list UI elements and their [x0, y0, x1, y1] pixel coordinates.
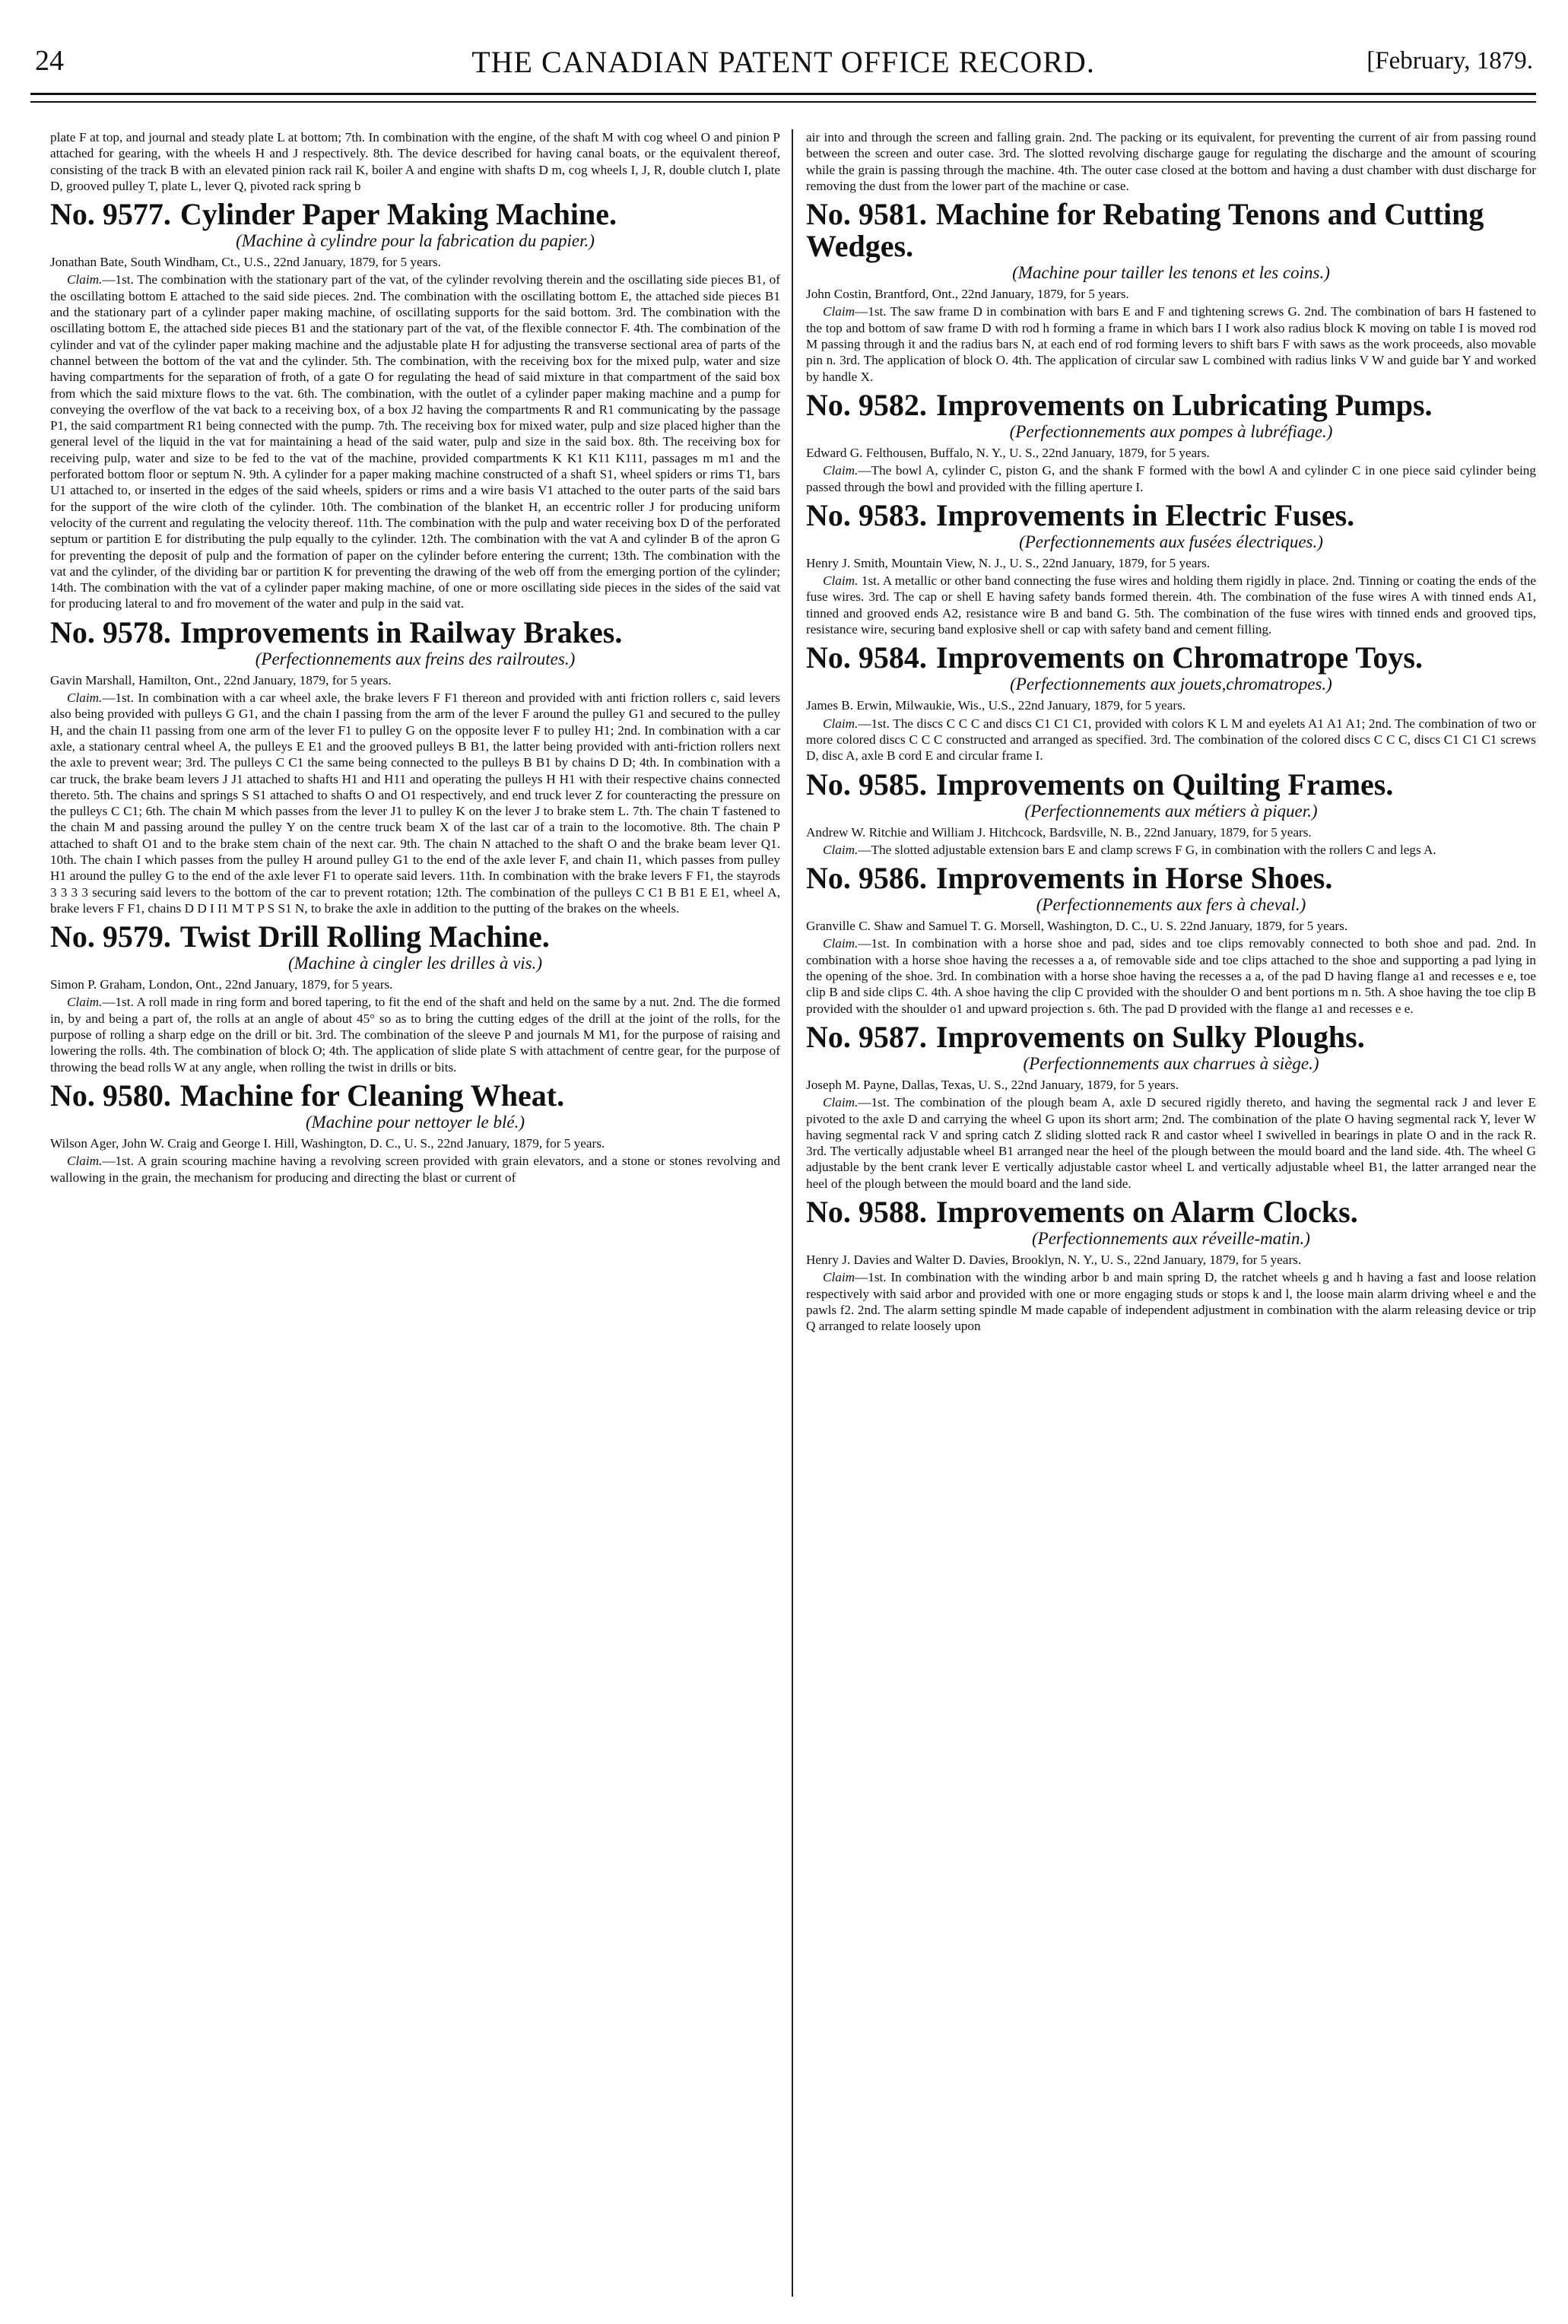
patent-heading: [50, 1080, 780, 1112]
french-title: (Machine pour nettoyer le blé.): [305, 1112, 525, 1132]
claims: [806, 716, 1536, 764]
claims: [806, 1094, 1536, 1192]
claim-text: —1st. A roll made in ring form and bored tapering, to fit the end of the shaft and held on the same by a nut. 2nd. The die formed in, by and being a part of, the rolls at an angle of about 45° so as to bring the cutting edges of the drill at the joint of the rolls, for the purpose of rolling a sharp edge on the drill or bit. 3rd. The combination of the sleeve P and journals M M1, for the purpose of raising and lowering the rolls. 4th. The combination of block O; 4th. The application of slide plate S with attachment of centre gear, for the purpose of throwing the bead rolls W at any angle, when rolling the twist in drills or bits.: [50, 995, 780, 1075]
patent-heading: [50, 921, 780, 953]
patentee-info: Granville C. Shaw and Samuel T. G. Morsell, Washington, D. C., U. S. 22nd January, 1879, for 5 years.: [806, 919, 1348, 934]
french-title: (Perfectionnements aux pompes à lubréfiage.): [1009, 421, 1333, 441]
patentee-info: Jonathan Bate, South Windham, Ct., U.S., 22nd January, 1879, for 5 years.: [50, 255, 441, 270]
claim-label: Claim.: [67, 272, 103, 287]
claim-text: —1st. In combination with a car wheel axle, the brake levers F F1 thereon and provided with anti friction rollers c, said levers also being provided with pulleys G G1, and the chain I passing from the arm of the lever F around the pulley G1 and secured to the pulley H, and the chain I1 passing from one arm of the lever F1 to pulley G on the opposite lever F to pulley H1; 2nd. In combination with a car axle, a stationary central wheel A, the pulleys E E1 and the grooved pulleys B B1, the latter being provided with anti-friction rollers next the axle to prevent wear; 3rd. The pulleys C C1 the same being connected to the pulleys B B1 by chains D D; 4th. In combination with a car truck, the brake beam levers J J1 attached to shafts H1 and H11 and operating the pulleys H H1 with their respective chains connected thereto. 5th. The chains and springs S S1 attached to shafts O and O1 respectively, and end truck lever Z for counteracting the pressure on the pulleys C C1; 6th. The chain M which passes from the lever J1 to pulley K on the lever J to brake stem L. 7th. The chain T fastened to the chain M and passing around the pulley Y on the centre truck beam X of the last car of a train to the locomotive. 8th. The chain P attached to shaft O1 and to the brake stem chain of the next car. 9th. The chain N attached to the shaft O and the brake beam lever Q1. 10th. The chain I which passes from the pulley H around pulley G1 to the end of the axle lever F, and chain I1, which passes from pulley H1 around the pulley G to the end of the axle lever F1 to operate said levers. 11th. In combination with the brake levers F F1, the stayrods 3 3 3 3 securing said levers to the bottom of the car to prevent rotation; 12th. The combination of the pulleys C C1 B B1 E E1, wheel A, brake levers F F1, chains D D I I1 M T P S S1 N, to brake the axle in addition to the putting of the brakes on the wheels.: [50, 691, 780, 916]
left-column: [50, 129, 780, 2297]
patent-title: Improvements on Quilting Frames.: [935, 767, 1394, 802]
french-title: (Perfectionnements aux jouets,chromatropes.): [1010, 675, 1332, 694]
french-title: (Machine à cingler les drilles à vis.): [287, 954, 543, 973]
claims: [806, 1269, 1536, 1334]
patent-entry-9586: [806, 862, 1536, 1017]
claim-label: Claim.: [823, 842, 859, 857]
claim-label: Claim.: [67, 691, 103, 706]
patent-entry-9587: [806, 1021, 1536, 1192]
patent-number: No. 9579.: [50, 919, 171, 954]
patent-title: Cylinder Paper Making Machine.: [179, 197, 617, 232]
french-title: (Perfectionnements aux fusées électriques.): [1019, 532, 1323, 551]
patent-title: Improvements in Electric Fuses.: [935, 497, 1355, 532]
patent-title: Improvements on Lubricating Pumps.: [935, 387, 1433, 422]
patent-heading: [50, 614, 780, 649]
claim-label: Claim: [823, 304, 855, 319]
patent-entry-9582: [806, 389, 1536, 495]
claim-label: Claim.: [823, 1095, 859, 1110]
claims: [806, 462, 1536, 495]
patent-title: Improvements on Sulky Ploughs.: [935, 1019, 1365, 1054]
page-number: 24: [35, 45, 64, 77]
patent-number: No. 9584.: [806, 640, 927, 675]
header-rule-thin: [30, 101, 1536, 103]
claim-text: —The slotted adjustable extension bars E and clamp screws F G, in combination with the rollers C and legs A.: [858, 842, 1436, 857]
french-title: (Perfectionnements aux métiers à piquer.): [1024, 801, 1318, 821]
claims: [50, 690, 780, 916]
column-divider: [792, 129, 793, 2297]
patent-entry-9583: [806, 497, 1536, 637]
patent-entry-9584: [806, 642, 1536, 764]
patent-title: Improvements in Horse Shoes.: [935, 861, 1333, 896]
patent-heading: [806, 642, 1536, 674]
patent-number: No. 9581.: [806, 197, 927, 232]
continued-text: air into and through the screen and falling grain. 2nd. The packing or its equivalent, for preventing the current of air from passing round between the screen and outer case. 3rd. The slotted revolving discharge gauge for regulating the discharge and the amount of scouring while the grain is passing through the machine. 4th. The outer case closed at the bottom and having a dust chamber with dust discharge for removing the dust from the lower part of the machine or case.: [806, 130, 1536, 193]
patent-heading: [806, 1021, 1536, 1053]
claim-label: Claim.: [67, 995, 103, 1010]
patent-number: No. 9578.: [50, 614, 171, 649]
claim-text: —1st. The saw frame D in combination with bars E and F and tightening screws G. 2nd. The combination of bars H fastened to the top and bottom of saw frame D with rod h forming a frame in which bars I I work also radius block K moving on table I is moved rod M passing through it and the radius bars N, at each end of rod forming levers to shift bars F with saws as the work proceeds, also movable pin n. 3rd. The application of block O. 4th. The application of circular saw L combined with radius links V W and guide bar Y and worked by handle X.: [806, 304, 1536, 384]
patentee-info: Henry J. Smith, Mountain View, N. J., U. S., 22nd January, 1879, for 5 years.: [806, 555, 1211, 570]
claims: [806, 303, 1536, 384]
patent-entry-9580: [50, 1080, 780, 1186]
claims: [50, 994, 780, 1075]
claim-text: 1st. A metallic or other band connecting the fuse wires and holding them rigidly in place. 2nd. Tinning or coating the ends of the fuse wires. 3rd. The cap or shell E having safety bands formed therein. 4th. The combination of the fuse wires A with tinned ends A1, tinned and grooved ends A2, resistance wire B and band G. 5th. The combination of the fuse wires with tinned ends and grooved tips, resistance wire, securing band explosive shell or cap with safety band and cement filling.: [806, 573, 1536, 637]
french-title: (Perfectionnements aux freins des railroutes.): [255, 649, 576, 668]
patentee-info: Andrew W. Ritchie and William J. Hitchcock, Bardsville, N. B., 22nd January, 1879, for 5 years.: [806, 824, 1312, 840]
patentee-info: Joseph M. Payne, Dallas, Texas, U. S., 22nd January, 1879, for 5 years.: [806, 1077, 1179, 1092]
page-header: [30, 44, 1536, 82]
patent-title: Twist Drill Rolling Machine.: [179, 919, 550, 954]
claims: [806, 935, 1536, 1016]
patent-title: Improvements on Chromatrope Toys.: [935, 640, 1423, 675]
claim-label: Claim: [823, 1270, 855, 1285]
patent-entry-9577: [50, 198, 780, 612]
patentee-info: Simon P. Graham, London, Ont., 22nd January, 1879, for 5 years.: [50, 977, 393, 992]
claim-label: Claim.: [823, 936, 859, 951]
continued-text: plate F at top, and journal and steady plate L at bottom; 7th. In combination with the engine, of the shaft M with cog wheel O and pinion P attached for gearing, with the wheels H and J respectively. 8th. The device described for having canal boats, or the equivalent thereof, consisting of the track B with an elevated pinion rack rail K, boiler A and engine with shafts D m, cog wheels I, J, R, double clutch I, plate D, grooved pulley T, plate L, lever Q, pivoted rack spring b: [50, 130, 780, 193]
patentee-info: Henry J. Davies and Walter D. Davies, Brooklyn, N. Y., U. S., 22nd January, 1879, for 5 years.: [806, 1252, 1302, 1267]
patent-number: No. 9580.: [50, 1078, 171, 1113]
french-title: (Perfectionnements aux charrues à siège.): [1023, 1053, 1319, 1073]
patent-title: Machine for Rebating Tenons and Cutting Wedges.: [806, 197, 1484, 264]
header-rule: [30, 93, 1536, 95]
patent-heading: [806, 862, 1536, 894]
claim-text: —1st. The combination with the stationary part of the vat, of the cylinder revolving therein and the oscillating side pieces B1, of the oscillating bottom E attached to the said side pieces. 2nd. The combination with the oscillating bottom E, the attached side pieces B1 and the stationary part of a cylinder paper making machine, of oscillating supports for the said bottom. 3rd. The combination with the oscillating bottom E, the attached side pieces B1 and the stationary part of the vat, of the flexible connector F. 4th. The combination of the cylinder and vat of the cylinder paper making machine and the adjustable plate H for adjusting the transverse sectional area of parts of the channel between the bottom of the vat and the cylinder. 5th. The combination, with the receiving box for the mixed pulp, water and size having compartments for the separation of froth, of a gate O for regulating the head of said mixture in that compartment of the said box from which the said mixture flows to the vat. 6th. The combination, with the outlet of a cylinder paper making machine and a pump for conveying the overflow of the vat back to a receiving box, of a box J2 having the compartments R and R1 communicating by the passage P1, the said compartment R1 being connected with the pump. 7th. The receiving box for mixed water, pulp and size placed higher than the general level of the liquid in the vat for maintaining a head of the said water, pulp and size in the said box. 8th. The receiving box for receiving pulp, water and size to be fed to the vat of the machine, provided compartments K K1 K11 K111, passages m m1 and the perforated bottom floor or septum N. 9th. A cylinder for a paper making machine constructed of a shaft S1, wheel spiders or rims T1, bars U1 attached to, or inserted in the edges of the said wheels, spiders or rims and a wire basis V1 attached to the outer parts of the said bars for the support of the wire cloth of the cylinder. 10th. The combination of the blanket H, an eccentric roller J for producing uniform velocity of the current and regulating the velocity thereof. 11th. The combination with the pulp and water receiving box D of the perforated septum or partition E for distributing the pulp equally to the cylinder. 12th. The combination with the vat A and cylinder B of the apron G for preventing the deposit of pulp and the formation of paper on the cylinder before entering the current; 13th. The combination with the vat and the cylinder, of the dividing bar or partition K for preventing the drawing of the web off from the emerging portion of the cylinder; 14th. The combination with the vat of a cylinder paper making machine, of one or more oscillating side pieces in the sides of the said vat for producing lateral to and fro movement of the water and pulp in the said vat.: [50, 272, 780, 611]
publication-title: THE CANADIAN PATENT OFFICE RECORD.: [471, 45, 1095, 79]
patent-number: No. 9577.: [50, 197, 171, 232]
claims: [806, 842, 1536, 858]
claim-label: Claim.: [823, 573, 859, 589]
patent-title: Improvements in Railway Brakes.: [179, 614, 623, 649]
patent-heading: [806, 497, 1536, 532]
claim-label: Claim.: [823, 463, 859, 478]
patent-number: No. 9582.: [806, 387, 927, 422]
patent-title: Machine for Cleaning Wheat.: [179, 1078, 565, 1113]
patent-number: No. 9585.: [806, 767, 927, 802]
patent-number: No. 9588.: [806, 1194, 927, 1229]
issue-date: [February, 1879.: [1366, 47, 1533, 75]
patent-heading: [806, 198, 1536, 262]
patent-entry-9579: [50, 921, 780, 1075]
claims: [50, 271, 780, 611]
patentee-info: John Costin, Brantford, Ont., 22nd January, 1879, for 5 years.: [806, 287, 1129, 302]
claims: [806, 573, 1536, 637]
french-title: (Perfectionnements aux fers à cheval.): [1036, 895, 1306, 915]
claim-label: Claim.: [823, 716, 859, 731]
patent-number: No. 9586.: [806, 861, 927, 896]
patentee-info: James B. Erwin, Milwaukie, Wis., U.S., 22nd January, 1879, for 5 years.: [806, 698, 1186, 713]
patent-heading: [806, 389, 1536, 421]
patentee-info: Edward G. Felthousen, Buffalo, N. Y., U. S., 22nd January, 1879, for 5 years.: [806, 445, 1210, 460]
patent-heading: [806, 769, 1536, 801]
claim-text: —1st. The discs C C C and discs C1 C1 C1, provided with colors K L M and eyelets A1 A1 A1; 2nd. The combination of two or more colored discs C C C constructed and arranged as specified. 3rd. The combination of the colored discs C C C, discs C1 C1 C1 screws D, disc A, axle B cord E and circular frame I.: [806, 716, 1536, 764]
claims: [50, 1153, 780, 1186]
patent-number: No. 9583.: [806, 497, 927, 532]
patentee-info: Gavin Marshall, Hamilton, Ont., 22nd January, 1879, for 5 years.: [50, 672, 392, 687]
claim-label: Claim.: [67, 1154, 103, 1169]
patent-entry-9588: [806, 1196, 1536, 1334]
claim-text: —1st. In combination with the winding arbor b and main spring D, the ratchet wheels g and h having a fast and loose relation respectively with said arbor and provided with one or more engaging studs or stops k and l, the loose main alarm driving wheel e and the pawls f2. 2nd. The alarm setting spindle M made capable of independent adjustment in combination with the alarm releasing device or trip Q arranged to relate loosely upon: [806, 1270, 1536, 1334]
patent-entry-9581: [806, 198, 1536, 385]
french-title: (Machine pour tailler les tenons et les coins.): [1012, 263, 1330, 283]
patentee-info: Wilson Ager, John W. Craig and George I. Hill, Washington, D. C., U. S., 22nd January, 1879, for 5 years.: [50, 1135, 605, 1151]
claim-text: —1st. In combination with a horse shoe and pad, sides and toe clips removably connected to both shoe and pad. 2nd. In combination with a horse shoe having the recesses a a, of removable side and toe clips attached to the shoe and supporting a pad lying in the opening of the shoe. 3rd. In combination with a horse shoe having the recesses a a, of the pad D having flange a1 and recesses e e, toe clip B and side clips C. 4th. A shoe having the clip C provided with the shoulder O and bent portions m n. 5th. A shoe having the toe clip B provided with the shoulder o1 and upward projection s. 6th. The pad D provided with the flange a1 and recesses e e.: [806, 936, 1536, 1016]
patent-heading: [806, 1196, 1536, 1228]
patent-title: Improvements on Alarm Clocks.: [935, 1194, 1358, 1229]
patent-entry-9578: [50, 614, 780, 916]
patent-number: No. 9587.: [806, 1019, 927, 1054]
claim-text: —1st. A grain scouring machine having a revolving screen provided with grain elevators, and a stone or stones revolving and wallowing in the grain, the mechanism for producing and directing the blast or current of: [50, 1154, 780, 1185]
right-column: [806, 129, 1536, 2297]
claim-text: —The bowl A, cylinder C, piston G, and the shank F formed with the bowl A and cylinder C in one piece said cylinder being passed through the bowl and provided with the filling aperture I.: [806, 463, 1536, 494]
french-title: (Machine à cylindre pour la fabrication du papier.): [236, 231, 595, 251]
french-title: (Perfectionnements aux réveille-matin.): [1032, 1228, 1310, 1248]
patent-entry-9585: [806, 769, 1536, 859]
patent-heading: [50, 198, 780, 230]
claim-text: —1st. The combination of the plough beam A, axle D secured rigidly thereto, and having the segmental rack J and lever E pivoted to the axle D and carrying the wheel G upon its short arm; 2nd. The combination of the plate O having segmental rack Y, lever W having segmental rack V and spring catch Z sliding slotted rack R and castor wheel I swivelled in bearings in plate O and in the rack R. 3rd. The vertically adjustable wheel B1 arranged near the heel of the plough between the mould board and the land side. 4th. The wheel G adjustable by the bent crank lever E vertically adjustable castor wheel L and vertically adjustable wheel B1, the latter arranged near the heel of the plough between the mould board and the land side.: [806, 1095, 1536, 1191]
